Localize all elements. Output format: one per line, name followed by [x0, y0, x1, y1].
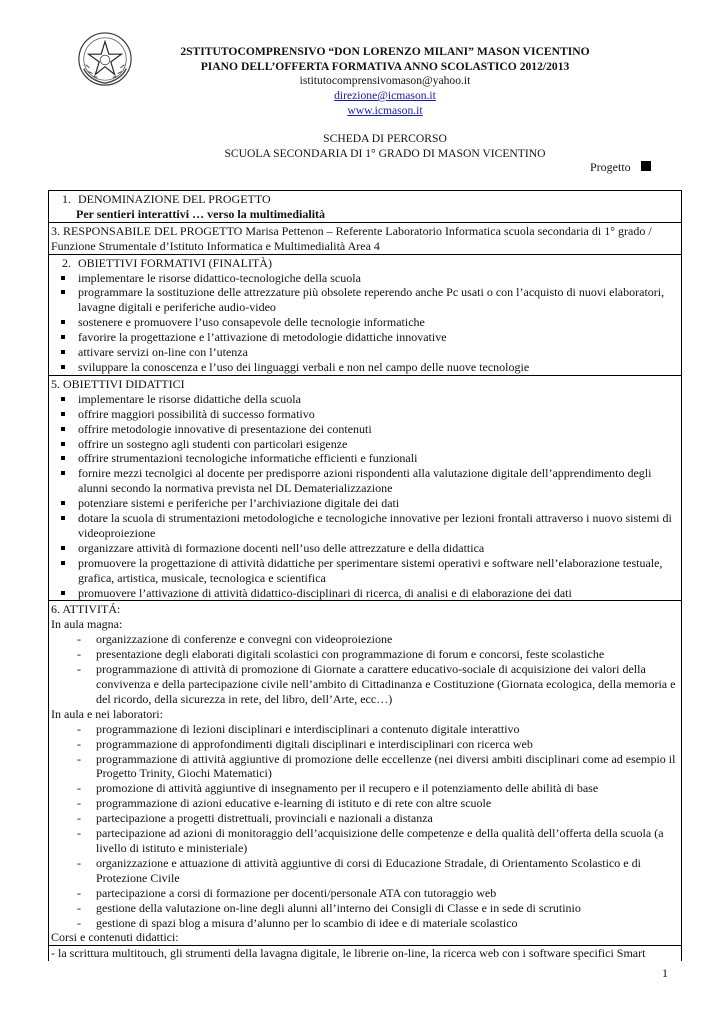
list-item: programmare la sostituzione delle attrezzature più obsolete reperendo anche Pc usati o con l’acquisto di nuovi elaboratori, lavagne digitali e periferiche audio-video: [51, 285, 679, 315]
section-2-header: [51, 256, 679, 271]
list-item: offrire un sostegno agli studenti con particolari esigenze: [51, 437, 679, 452]
list-item: sviluppare la conoscenza e l’uso dei linguaggi verbali e non nel campo delle nuove tecnologie: [51, 360, 679, 375]
list-item: - promozione di attività aggiuntive di insegnamento per il recupero e il potenziamento delle abilità di base: [51, 781, 679, 796]
list-item: - partecipazione a progetti distrettuali, provinciali e nazionali a distanza: [51, 811, 679, 826]
group-aula-magna-label: In aula magna:: [51, 617, 123, 632]
list-item: fornire mezzi tecnolgici al docente per predisporre azioni rispondenti alla valutazione digitale dell’apprendimento degli alunni secondo la normativa prevista nel DL Dematerializzazione: [51, 466, 679, 496]
list-item: - organizzazione e attuazione di attività aggiuntive di corsi di Educazione Stradale, di Orientamento Scolastico e di Protezione Civile: [51, 856, 679, 886]
list-item: - gestione di spazi blog a misura d’alunno per lo scambio di idee e di materiale scolastico: [51, 916, 679, 931]
section-responsabile: [49, 223, 681, 255]
didattici-list: [51, 392, 679, 601]
list-item: offrire metodologie innovative di presentazione dei contenuti: [51, 422, 679, 437]
corsi-label: Corsi e contenuti didattici:: [51, 930, 179, 945]
list-item: implementare le risorse didattiche della scuola: [51, 392, 679, 407]
email-link-row: [150, 88, 620, 103]
list-item: - programmazione di attività di promozione di Giornate a carattere educativo-sociale di acquisizione dei valori della convivenza e della partecipazione civile nell’ambito di Cittadinanza e Costituzione (Giornata ecologica, della memoria e del ricordo, della sicurezza in rete, del libro, dell’Arte, ecc…): [51, 662, 679, 707]
list-item: dotare la scuola di strumentazioni metodologiche e tecnologiche innovative per lezioni frontali attraverso i nuovo sistemi di videoproiezione: [51, 511, 679, 541]
email-link[interactable]: direzione@icmason.it: [334, 89, 436, 102]
list-item: offrire maggiori possibilità di successo formativo: [51, 407, 679, 422]
section-1-header: [51, 192, 679, 207]
progetto-text: Progetto: [590, 160, 631, 174]
list-item: - organizzazione di conferenze e convegni con videoproiezione: [51, 632, 679, 647]
last-line: - la scrittura multitouch, gli strumenti della lavagna digitale, le librerie on-line, la ricerca web con i software specifici Smart: [49, 945, 681, 961]
website-link[interactable]: www.icmason.it: [347, 104, 423, 117]
section-1-heading: DENOMINAZIONE DEL PROGETTO: [78, 192, 271, 206]
school-subtitle: SCUOLA SECONDARIA DI 1° GRADO DI MASON VICENTINO: [224, 147, 546, 160]
aula-magna-list: [51, 632, 679, 707]
formativi-list: [51, 271, 679, 375]
list-item: favorire la progettazione e l’attivazione di metodologie didattiche innovative: [51, 330, 679, 345]
school-name: 2STITUTOCOMPRENSIVO “DON LORENZO MILANI” MASON VICENTINO: [180, 45, 590, 58]
section-6-heading: 6. ATTIVITÁ:: [51, 602, 121, 617]
section-obiettivi-didattici: [49, 376, 681, 602]
section-1-number: 1.: [62, 192, 71, 206]
list-item: - programmazione di approfondimenti digitali disciplinari e interdisciplinari con ricerca web: [51, 737, 679, 752]
website-link-row: [150, 103, 620, 118]
pof-title: PIANO DELL’OFFERTA FORMATIVA ANNO SCOLASTICO 2012/2013: [200, 60, 570, 73]
list-item: attivare servizi on-line con l’utenza: [51, 345, 679, 360]
list-item: sostenere e promuovere l’uso consapevole delle tecnologie informatiche: [51, 315, 679, 330]
section-denominazione: [49, 191, 681, 223]
list-item: - partecipazione ad azioni di monitoraggio dell’acquisizione delle competenze e della qualità dell’offerta della scuola (a livello di istituto e ministeriale): [51, 826, 679, 856]
section-obiettivi-formativi: [49, 255, 681, 376]
project-title: Per sentieri interattivi … verso la multimedialità: [76, 206, 326, 221]
scheda-title: SCHEDA DI PERCORSO: [323, 132, 447, 145]
list-item: potenziare sistemi e periferiche per l’archiviazione digitale dei dati: [51, 496, 679, 511]
section-2-heading: OBIETTIVI FORMATIVI (FINALITÀ): [78, 255, 272, 270]
section-attivita: [49, 601, 681, 961]
group-laboratori-label: In aula e nei laboratori:: [51, 706, 163, 721]
list-item: - gestione della valutazione on-line degli alunni all’interno dei Consigli di Classe e in sede di scrutinio: [51, 901, 679, 916]
list-item: offrire strumentazioni tecnologiche informatiche efficienti e funzionali: [51, 451, 679, 466]
list-item: promuovere la progettazione di attività didattiche per sperimentare sistemi operativi e software nell’elaborazione testuale, grafica, artistica, musicale, tecnologica e scientifica: [51, 556, 679, 586]
list-item: promuovere l’attivazione di attività didattico-disciplinari di ricerca, di analisi e di elaborazione dei dati: [51, 586, 679, 601]
list-item: - programmazione di azioni educative e-learning di istituto e di rete con altre scuole: [51, 796, 679, 811]
page-number: 1: [662, 966, 668, 980]
section-2-number: 2.: [62, 255, 71, 270]
list-item: - programmazione di lezioni disciplinari e interdisciplinari a contenuto digitale interattivo: [51, 722, 679, 737]
list-item: - presentazione degli elaborati digitali scolastici con programmazione di forum e concorsi, feste scolastiche: [51, 647, 679, 662]
project-table: [48, 190, 682, 961]
list-item: implementare le risorse didattico-tecnologiche della scuola: [51, 271, 679, 286]
email-address: istitutocomprensivomason@yahoo.it: [299, 74, 471, 87]
section-5-heading: 5. OBIETTIVI DIDATTICI: [51, 376, 185, 391]
list-item: - programmazione di attività aggiuntive di promozione delle eccellenze (nei diversi ambiti disciplinari come ad esempio il Progetto Trinity, Giochi Matematici): [51, 752, 679, 782]
italian-republic-emblem-icon: [76, 30, 134, 88]
list-item: - partecipazione a corsi di formazione per docenti/personale ATA con tutoraggio web: [51, 886, 679, 901]
progetto-label: [590, 160, 651, 175]
filled-square-icon: [641, 161, 651, 171]
section-3-text: 3. RESPONSABILE DEL PROGETTO Marisa Pettenon – Referente Laboratorio Informatica scuola secondaria di 1° grado / Funzione Strumentale d’Istituto Informatica e Multimedialità Area 4: [51, 223, 652, 253]
list-item: organizzare attività di formazione docenti nell’uso delle attrezzature e della didattica: [51, 541, 679, 556]
laboratori-list: [51, 722, 679, 931]
